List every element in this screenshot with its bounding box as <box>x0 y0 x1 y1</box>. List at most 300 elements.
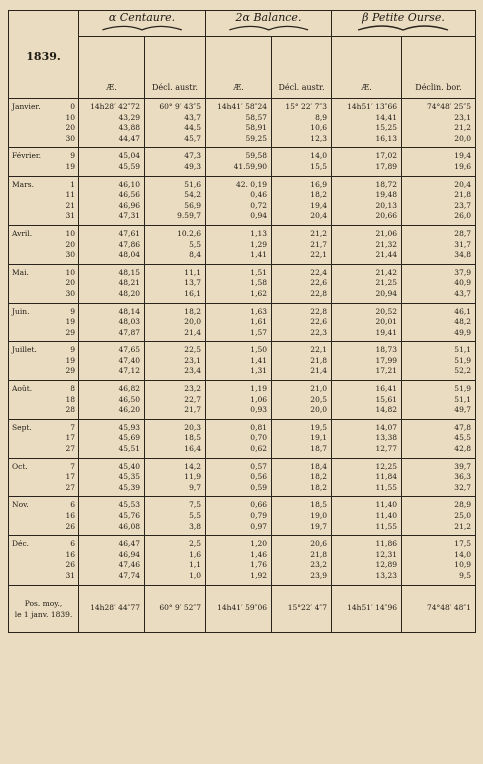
value: 59,25 <box>245 133 267 143</box>
value: 11,55 <box>375 482 397 492</box>
value: 51,9 <box>454 355 471 365</box>
value-cell <box>332 225 402 264</box>
value: 2,5 <box>189 539 201 549</box>
value: 59,58 <box>245 151 267 161</box>
value: 16,41 <box>375 384 397 394</box>
mean-position-row <box>9 585 476 632</box>
value-cell <box>206 264 272 303</box>
value: 14h41′ 58″24 <box>217 102 267 111</box>
value-cell <box>145 381 206 420</box>
value: 45,93 <box>118 422 140 432</box>
value: 1,41 <box>250 250 267 260</box>
value: 22,8 <box>310 306 327 316</box>
month-name: Août. <box>12 384 33 394</box>
year-label: 1839. <box>26 50 61 63</box>
value: 54,2 <box>184 190 201 200</box>
value: 23,2 <box>310 560 327 570</box>
value-cell <box>145 342 206 381</box>
value: 28,9 <box>454 500 471 510</box>
value: 43,29 <box>118 112 140 122</box>
value: 21,4 <box>310 366 327 376</box>
value-cell <box>206 381 272 420</box>
value: 0,46 <box>250 190 267 200</box>
value: 45,35 <box>118 472 140 482</box>
day-number: 7 <box>70 461 75 471</box>
ra-header: Æ. <box>79 37 145 99</box>
value: 10,6 <box>310 123 327 133</box>
value: 45,53 <box>118 500 140 510</box>
value: 46,94 <box>118 549 140 559</box>
value: 9.59,7 <box>177 211 201 221</box>
value: 16,13 <box>375 133 397 143</box>
value: 1,63 <box>250 306 267 316</box>
value: 32,7 <box>454 482 471 492</box>
value: 1,20 <box>250 539 267 549</box>
value: 18,2 <box>184 306 201 316</box>
value: 46,20 <box>118 405 140 415</box>
value-cell <box>79 419 145 458</box>
value: 23,7 <box>454 200 471 210</box>
date-cell <box>9 342 79 381</box>
month-name: Sept. <box>12 422 32 432</box>
ornament-swirl-icon <box>225 24 313 34</box>
value: 28,7 <box>454 228 471 238</box>
value: 22,4 <box>310 267 327 277</box>
value: 45,39 <box>118 482 140 492</box>
day-number: 19 <box>65 161 75 171</box>
value-cell <box>79 536 145 585</box>
decl-header: Déclin. bor. <box>402 37 476 99</box>
value: 58,57 <box>245 112 267 122</box>
value-cell <box>145 536 206 585</box>
value-cell <box>79 458 145 497</box>
value: 46,10 <box>118 179 140 189</box>
value: 20,52 <box>375 306 397 316</box>
value: 47,74 <box>118 570 140 580</box>
value: 37,9 <box>454 267 471 277</box>
month-name: Oct. <box>12 461 28 471</box>
month-name: Avril. <box>12 228 33 238</box>
value: 13,38 <box>375 433 397 443</box>
value: 15,25 <box>375 123 397 133</box>
value: 1,6 <box>189 549 201 559</box>
month-name: Déc. <box>12 539 30 549</box>
value: 0,94 <box>250 211 267 221</box>
value: 11,1 <box>184 267 201 277</box>
value-cell <box>332 176 402 225</box>
date-cell <box>9 225 79 264</box>
value: 47,40 <box>118 355 140 365</box>
day-number: 19 <box>65 317 75 327</box>
value-cell <box>332 381 402 420</box>
value: 43,88 <box>118 123 140 133</box>
value: 1,76 <box>250 560 267 570</box>
day-number: 28 <box>65 405 75 415</box>
value: 22,8 <box>310 288 327 298</box>
mean-position-label-line: le 1 janv. 1839. <box>14 609 73 619</box>
value: 11,9 <box>184 472 201 482</box>
value-cell <box>79 225 145 264</box>
value-cell <box>79 303 145 342</box>
month-row <box>9 264 476 303</box>
value: 23,9 <box>310 570 327 580</box>
value-cell <box>272 381 332 420</box>
day-number: 10 <box>65 112 75 122</box>
month-row <box>9 148 476 176</box>
value: 1,19 <box>250 384 267 394</box>
value-cell <box>402 381 476 420</box>
value-cell <box>206 458 272 497</box>
ephemeris-table <box>8 10 476 633</box>
day-number: 20 <box>65 123 75 133</box>
month-name: Février. <box>12 151 42 161</box>
value: 18,2 <box>310 482 327 492</box>
value: 12,3 <box>310 133 327 143</box>
value: 47,8 <box>454 422 471 432</box>
value: 46,82 <box>118 384 140 394</box>
value: 19,4 <box>310 200 327 210</box>
value: 14,41 <box>375 112 397 122</box>
value: 42,8 <box>454 444 471 454</box>
value-cell <box>402 497 476 536</box>
value: 20,0 <box>454 133 471 143</box>
value: 1,57 <box>250 327 267 337</box>
value: 45,51 <box>118 444 140 454</box>
value: 20,0 <box>184 317 201 327</box>
month-name: Mars. <box>12 179 34 189</box>
value: 0,79 <box>250 511 267 520</box>
value: 47,86 <box>118 239 140 249</box>
value: 14,2 <box>184 461 201 471</box>
value: 12,89 <box>375 560 397 570</box>
value: 20,4 <box>310 211 327 221</box>
decl-header: Décl. austr. <box>145 37 206 99</box>
value: 51,6 <box>184 179 201 189</box>
day-number: 16 <box>65 511 75 520</box>
value-cell <box>79 381 145 420</box>
value: 1,0 <box>189 570 201 580</box>
value-cell <box>402 264 476 303</box>
value: 1,92 <box>250 570 267 580</box>
value: 17,99 <box>375 355 397 365</box>
value: 0,81 <box>250 422 267 432</box>
value: 48,14 <box>118 306 140 316</box>
value: 42. 0,19 <box>235 179 267 189</box>
value: 0,62 <box>250 444 267 454</box>
value: 14h51′ 13″66 <box>347 102 397 111</box>
value: 18,7 <box>310 444 327 454</box>
value-cell <box>206 148 272 176</box>
value: 14,0 <box>454 549 471 559</box>
date-cell <box>9 148 79 176</box>
day-number: 1 <box>70 179 75 189</box>
mean-position-value: 14h28′ 44″77 <box>79 585 145 632</box>
value: 15,5 <box>310 161 327 171</box>
value-cell <box>206 99 272 148</box>
value: 18,5 <box>310 500 327 510</box>
value: 19,4 <box>454 151 471 161</box>
value: 0,93 <box>250 405 267 415</box>
star-header-alpha2-librae <box>206 11 332 37</box>
month-name: Juin. <box>12 306 30 316</box>
value-cell <box>332 536 402 585</box>
value: 1,31 <box>250 366 267 376</box>
value: 18,2 <box>310 190 327 200</box>
mean-position-value: 15°22′ 4″7 <box>272 585 332 632</box>
value-cell <box>145 303 206 342</box>
value: 21,7 <box>310 239 327 249</box>
value: 1,61 <box>250 317 267 327</box>
month-row <box>9 458 476 497</box>
value: 17,5 <box>454 539 471 549</box>
value: 45,59 <box>118 161 140 171</box>
value: 10,9 <box>454 560 471 570</box>
value: 74°48′ 25″5 <box>426 102 471 111</box>
value: 46,56 <box>118 190 140 200</box>
value: 22,7 <box>184 394 201 404</box>
value: 47,61 <box>118 228 140 238</box>
value: 21,7 <box>184 405 201 415</box>
value-cell <box>332 99 402 148</box>
value-cell <box>79 176 145 225</box>
value: 26,0 <box>454 211 471 221</box>
value: 16,4 <box>184 444 201 454</box>
value: 60° 9′ 43″5 <box>159 102 201 111</box>
value-cell <box>145 458 206 497</box>
value: 46,47 <box>118 539 140 549</box>
value: 45,76 <box>118 511 140 520</box>
value: 56,9 <box>184 200 201 210</box>
value-cell <box>402 303 476 342</box>
day-number: 30 <box>65 250 75 260</box>
value-cell <box>272 148 332 176</box>
value: 44,5 <box>184 123 201 133</box>
value: 14h28′ 42″72 <box>90 102 140 111</box>
value: 20,13 <box>375 200 397 210</box>
value: 1,46 <box>250 549 267 559</box>
value: 46,08 <box>118 521 140 531</box>
value: 47,46 <box>118 560 140 570</box>
value-cell <box>402 342 476 381</box>
value: 17,21 <box>375 366 397 376</box>
value-cell <box>145 264 206 303</box>
value: 9,7 <box>189 482 201 492</box>
date-cell <box>9 303 79 342</box>
day-number: 10 <box>65 228 75 238</box>
value: 9,5 <box>459 570 471 580</box>
star-name: β Petite Ourse. <box>362 11 445 24</box>
value: 21,2 <box>454 123 471 133</box>
value: 18,73 <box>375 345 397 355</box>
value: 19,6 <box>454 161 471 171</box>
value-cell <box>206 419 272 458</box>
value-cell <box>332 342 402 381</box>
mean-position-label <box>9 585 79 632</box>
day-number: 27 <box>65 444 75 454</box>
month-name: Juillet. <box>12 345 37 355</box>
value: 0,59 <box>250 482 267 492</box>
day-number: 20 <box>65 239 75 249</box>
value-cell <box>79 497 145 536</box>
value: 22,3 <box>310 327 327 337</box>
date-cell <box>9 458 79 497</box>
day-number: 26 <box>65 560 75 570</box>
value: 48,15 <box>118 267 140 277</box>
value: 20,66 <box>375 211 397 221</box>
value: 21,44 <box>375 250 397 260</box>
value: 49,9 <box>454 327 471 337</box>
date-cell <box>9 419 79 458</box>
value: 22,6 <box>310 317 327 327</box>
value: 18,5 <box>184 433 201 443</box>
month-row <box>9 536 476 585</box>
day-number: 31 <box>65 570 75 580</box>
star-name: α Centaure. <box>108 11 176 24</box>
value-cell <box>79 342 145 381</box>
day-number: 18 <box>65 394 75 404</box>
value: 48,04 <box>118 250 140 260</box>
value: 16,9 <box>310 179 327 189</box>
value-cell <box>402 536 476 585</box>
day-number: 10 <box>65 267 75 277</box>
value: 43,7 <box>454 288 471 298</box>
value-cell <box>272 99 332 148</box>
day-number: 29 <box>65 327 75 337</box>
value: 46,50 <box>118 394 140 404</box>
value: 1,58 <box>250 278 267 288</box>
year-header-cell <box>9 11 79 99</box>
day-number: 26 <box>65 521 75 531</box>
value: 43,7 <box>184 112 201 122</box>
month-row <box>9 419 476 458</box>
value: 21,8 <box>310 549 327 559</box>
value: 14,07 <box>375 422 397 432</box>
value: 31,7 <box>454 239 471 249</box>
value-cell <box>332 303 402 342</box>
value: 19,5 <box>310 422 327 432</box>
value-cell <box>145 148 206 176</box>
value-cell <box>145 225 206 264</box>
value: 16,1 <box>184 288 201 298</box>
day-number: 0 <box>70 102 75 111</box>
value: 21,06 <box>375 228 397 238</box>
value: 23,1 <box>184 355 201 365</box>
value: 5,5 <box>189 239 201 249</box>
value: 21,8 <box>454 190 471 200</box>
value-cell <box>402 225 476 264</box>
day-number: 8 <box>70 384 75 394</box>
value: 20,6 <box>310 539 327 549</box>
value: 48,20 <box>118 288 140 298</box>
value: 20,3 <box>184 422 201 432</box>
value-cell <box>272 458 332 497</box>
value: 21,0 <box>310 384 327 394</box>
value-cell <box>79 148 145 176</box>
value: 46,96 <box>118 200 140 210</box>
star-header-alpha-centauri <box>79 11 206 37</box>
value: 45,5 <box>454 433 471 443</box>
day-number: 17 <box>65 472 75 482</box>
value: 18,2 <box>310 472 327 482</box>
value: 11,40 <box>375 500 397 510</box>
value: 19,41 <box>375 327 397 337</box>
value: 21,32 <box>375 239 397 249</box>
value: 21,2 <box>310 228 327 238</box>
value-cell <box>332 458 402 497</box>
month-row <box>9 176 476 225</box>
star-name: 2α Balance. <box>235 11 302 24</box>
value-cell <box>272 303 332 342</box>
value: 22,5 <box>184 345 201 355</box>
day-number: 30 <box>65 133 75 143</box>
value: 20,94 <box>375 288 397 298</box>
value-cell <box>402 148 476 176</box>
value: 11,84 <box>375 472 397 482</box>
value: 22,1 <box>310 345 327 355</box>
value: 40,9 <box>454 278 471 288</box>
value: 14,82 <box>375 405 397 415</box>
value: 14,0 <box>310 151 327 161</box>
value-cell <box>206 536 272 585</box>
value: 0,72 <box>250 200 267 210</box>
value: 3,8 <box>189 521 201 531</box>
value: 45,69 <box>118 433 140 443</box>
value: 8,4 <box>189 250 201 260</box>
day-number: 9 <box>70 151 75 161</box>
day-number: 20 <box>65 278 75 288</box>
value: 36,3 <box>454 472 471 482</box>
value: 7,5 <box>189 500 201 510</box>
day-number: 11 <box>65 190 75 200</box>
value-cell <box>145 419 206 458</box>
date-cell <box>9 536 79 585</box>
value: 10.2,6 <box>177 228 201 238</box>
day-number: 21 <box>65 200 75 210</box>
value: 1,13 <box>250 228 267 238</box>
value: 22,1 <box>310 250 327 260</box>
month-name: Mai. <box>12 267 29 277</box>
value-cell <box>145 176 206 225</box>
value: 20,01 <box>375 317 397 327</box>
value: 34,8 <box>454 250 471 260</box>
mean-position-value: 14h51′ 14″96 <box>332 585 402 632</box>
value: 23,4 <box>184 366 201 376</box>
date-cell <box>9 176 79 225</box>
value: 51,9 <box>454 384 471 394</box>
value: 23,2 <box>184 384 201 394</box>
value: 21,4 <box>184 327 201 337</box>
value-cell <box>79 264 145 303</box>
value: 48,03 <box>118 317 140 327</box>
value: 1,1 <box>189 560 201 570</box>
value: 1,41 <box>250 355 267 365</box>
ornament-swirl-icon <box>353 24 453 34</box>
date-cell <box>9 99 79 148</box>
month-row <box>9 99 476 148</box>
value: 19,7 <box>310 521 327 531</box>
value: 47,3 <box>184 151 201 161</box>
value: 1,06 <box>250 394 267 404</box>
month-name: Nov. <box>12 500 29 510</box>
value-cell <box>145 99 206 148</box>
value: 1,29 <box>250 239 267 249</box>
ra-header: Æ. <box>332 37 402 99</box>
value: 44,47 <box>118 133 140 143</box>
value: 1,50 <box>250 345 267 355</box>
value: 12,31 <box>375 549 397 559</box>
value: 22,6 <box>310 278 327 288</box>
day-number: 19 <box>65 355 75 365</box>
